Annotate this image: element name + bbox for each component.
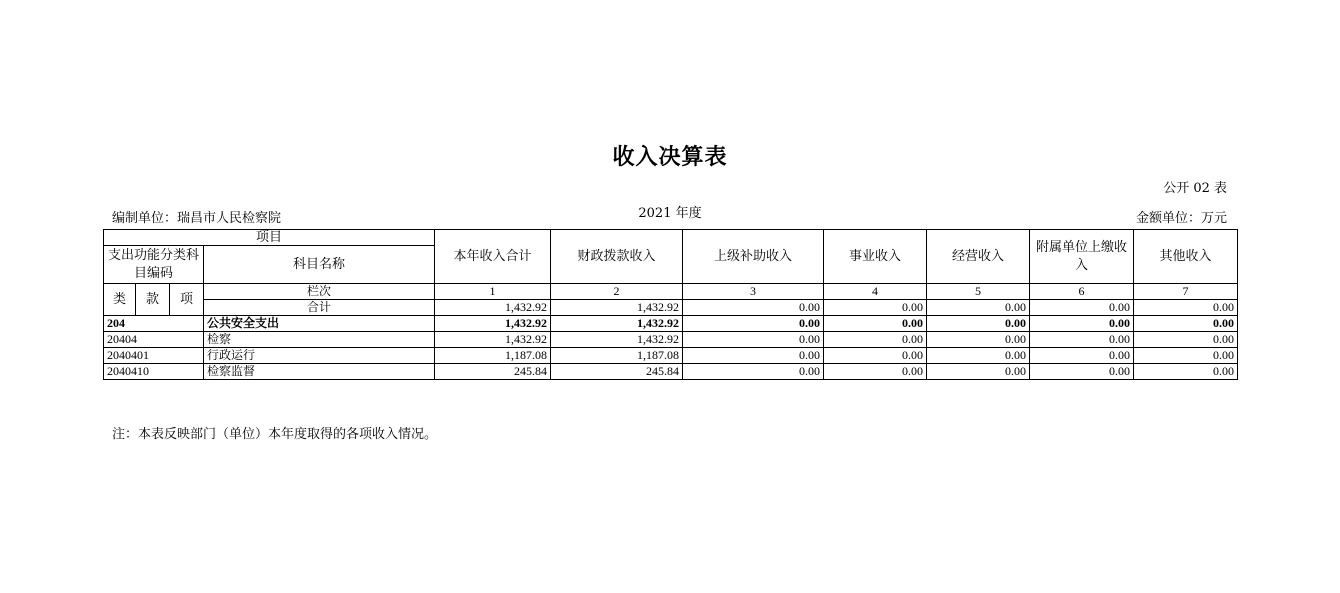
row-value: 0.00 <box>1030 364 1134 380</box>
row-value: 245.84 <box>435 364 551 380</box>
row-value: 1,187.08 <box>551 348 683 364</box>
table-row <box>104 316 1238 332</box>
column-number-4: 4 <box>824 284 927 300</box>
header-col-2: 财政拨款收入 <box>551 230 683 284</box>
header-col-1: 本年收入合计 <box>435 230 551 284</box>
total-value: 0.00 <box>1134 300 1238 316</box>
row-code: 204 <box>104 316 204 332</box>
header-lei: 类 <box>104 284 136 316</box>
compiling-unit: 编制单位：瑞昌市人民检察院 <box>112 211 282 226</box>
row-subject-name: 公共安全支出 <box>204 316 435 332</box>
row-value: 0.00 <box>1134 348 1238 364</box>
row-value: 0.00 <box>824 348 927 364</box>
row-value: 0.00 <box>927 316 1030 332</box>
row-value: 0.00 <box>927 348 1030 364</box>
row-value: 1,432.92 <box>551 316 683 332</box>
header-subject-name: 科目名称 <box>204 246 435 284</box>
header-xiang: 项 <box>170 284 204 316</box>
row-value: 0.00 <box>1030 332 1134 348</box>
row-code: 20404 <box>104 332 204 348</box>
row-value: 0.00 <box>1134 364 1238 380</box>
total-row <box>104 300 1238 316</box>
row-value: 0.00 <box>683 332 824 348</box>
row-value: 0.00 <box>683 364 824 380</box>
column-order-label: 栏次 <box>204 284 435 300</box>
table-row <box>104 364 1238 380</box>
row-value: 0.00 <box>927 332 1030 348</box>
row-subject-name: 检察监督 <box>204 364 435 380</box>
row-code: 2040410 <box>104 364 204 380</box>
total-value: 1,432.92 <box>435 300 551 316</box>
header-col-6: 附属单位上缴收入 <box>1030 230 1134 284</box>
total-value: 0.00 <box>1030 300 1134 316</box>
row-subject-name: 检察 <box>204 332 435 348</box>
income-final-accounts-table <box>103 229 1238 380</box>
total-value: 0.00 <box>683 300 824 316</box>
fiscal-year: 2021 年度 <box>638 206 702 221</box>
table-note: 注：本表反映部门（单位）本年度取得的各项收入情况。 <box>112 427 438 442</box>
row-value: 0.00 <box>683 348 824 364</box>
column-number-2: 2 <box>551 284 683 300</box>
row-value: 0.00 <box>1134 316 1238 332</box>
row-value: 1,432.92 <box>435 332 551 348</box>
header-code-group: 支出功能分类科目编码 <box>104 246 204 284</box>
header-col-7: 其他收入 <box>1134 230 1238 284</box>
column-number-6: 6 <box>1030 284 1134 300</box>
report-title: 收入决算表 <box>612 144 728 170</box>
row-value: 0.00 <box>824 332 927 348</box>
total-value: 0.00 <box>927 300 1030 316</box>
row-value: 0.00 <box>824 364 927 380</box>
row-value: 0.00 <box>683 316 824 332</box>
row-value: 0.00 <box>1134 332 1238 348</box>
header-kuan: 款 <box>136 284 170 316</box>
header-col-4: 事业收入 <box>824 230 927 284</box>
row-subject-name: 行政运行 <box>204 348 435 364</box>
header-col-5: 经营收入 <box>927 230 1030 284</box>
column-number-3: 3 <box>683 284 824 300</box>
row-value: 0.00 <box>824 316 927 332</box>
form-number: 公开 02 表 <box>1163 181 1227 196</box>
row-value: 0.00 <box>1030 316 1134 332</box>
table-row <box>104 348 1238 364</box>
row-code: 2040401 <box>104 348 204 364</box>
money-unit: 金额单位：万元 <box>1135 211 1227 226</box>
row-value: 1,432.92 <box>435 316 551 332</box>
row-value: 1,432.92 <box>551 332 683 348</box>
row-value: 1,187.08 <box>435 348 551 364</box>
total-value: 0.00 <box>824 300 927 316</box>
row-value: 245.84 <box>551 364 683 380</box>
header-col-3: 上级补助收入 <box>683 230 824 284</box>
column-number-5: 5 <box>927 284 1030 300</box>
total-value: 1,432.92 <box>551 300 683 316</box>
table-row <box>104 332 1238 348</box>
column-number-1: 1 <box>435 284 551 300</box>
column-number-7: 7 <box>1134 284 1238 300</box>
row-value: 0.00 <box>1030 348 1134 364</box>
header-item: 项目 <box>104 230 435 246</box>
total-label: 合计 <box>204 300 435 316</box>
row-value: 0.00 <box>927 364 1030 380</box>
